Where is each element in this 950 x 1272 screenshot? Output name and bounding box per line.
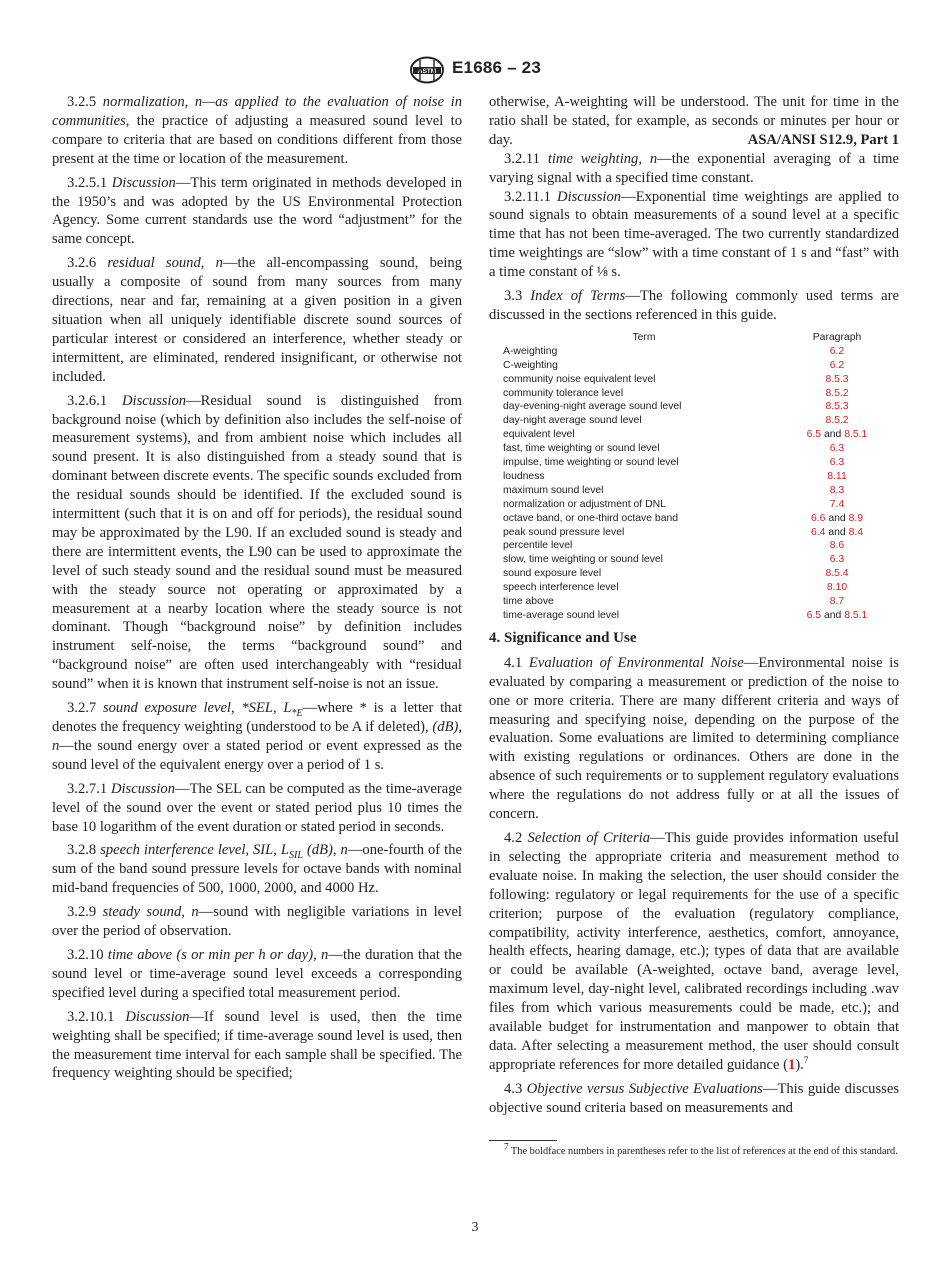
paragraph-3-2-6: 3.2.6 residual sound, n—the all-encompassing sound, being usually a composite of sound from many sources from many directions, near and far, remaining at a given position in a given situation when all uniquely identifiable discrete sound sources of particular interest or considered an interference, whether steady or intermittent, are eliminated, rendered insignificant, or otherwise not included.	[52, 255, 462, 385]
paragraph-3-2-10: 3.2.10 time above (s or min per h or day), n—the duration that the sound level or time-average sound level exceeds a corresponding specified level during a specified total measurement period.	[52, 946, 462, 1001]
paragraph-4-3: 4.3 Objective versus Subjective Evaluations—This guide discusses objective sound criteria based on measurements and	[489, 1080, 899, 1116]
paragraph-link[interactable]: 6.5	[806, 429, 822, 441]
paragraph-3-2-7-1: 3.2.7.1 Discussion—The SEL can be computed as the time-average level of the sound over the event or stated period plus 10 times the base 10 logarithm of the event duration or stated period in seconds.	[52, 780, 462, 835]
paragraph-link[interactable]: 6.2	[829, 359, 845, 371]
paragraph-link[interactable]: 8.5.4	[825, 568, 849, 580]
paragraph-link[interactable]: 8.5.3	[825, 401, 849, 413]
paragraph-cell	[785, 512, 889, 526]
paragraph-link[interactable]: 8.10	[826, 582, 848, 594]
paragraph-link[interactable]: 8.5.2	[825, 415, 849, 427]
paragraph-link[interactable]: 8.5.2	[825, 387, 849, 399]
paragraph-cell	[785, 428, 889, 442]
table-row	[503, 345, 889, 359]
paragraph-3-2-11-1: 3.2.11.1 Discussion—Exponential time weightings are applied to sound signals to obtain measurements of a sound level at a specific time that has not been time-averaged. The two currently standardized time weightings are “slow” with a time constant of 1 s and “fast” with a time constant of ⅛ s.	[489, 188, 899, 281]
table-row	[503, 539, 889, 553]
term-cell: day-evening-night average sound level	[503, 401, 682, 413]
paragraph-link[interactable]: 8.5.1	[844, 429, 868, 441]
paragraph-cell	[785, 400, 889, 414]
table-row	[503, 470, 889, 484]
paragraph-4-2: 4.2 Selection of Criteria—This guide provides information useful in selecting the appropriate criteria and measurement method to evaluate noise. In making the selection, the user should consider the following: regulatory or legal requirements for the use of a specific criterion; purpose of the evaluation (regulatory compliance, compatibility, activity interference, aesthetics, comfort, annoyance, health effects, hearing damage, etc.); types of data that are available or could be available (A-weighted, octave band, average level, maximum level, day-night level, calibrated recordings including .wav files from which various measurements could be made, etc.); and available budget for instrumentation and manpower to obtain that data. After selecting a measurement method, the user should consult appropriate references for more detailed guidance (1).$^7$	[489, 829, 899, 1073]
term-cell: peak sound pressure level	[503, 526, 625, 538]
term-cell: equivalent level	[503, 429, 575, 441]
paragraph-3-2-10-1: 3.2.10.1 Discussion—If sound level is used, then the time weighting shall be specified; if time-average sound level is used, then the measurement time interval for each sample shall be specified. The frequency weighting should be specified;	[52, 1008, 462, 1082]
and-text: and	[821, 610, 845, 621]
paragraph-link[interactable]: 6.3	[829, 554, 845, 566]
term-cell: impulse, time weighting or sound level	[503, 457, 679, 469]
table-row	[503, 428, 889, 442]
paragraph-3-2-11: 3.2.11 time weighting, n—the exponential averaging of a time varying signal with a specified time constant.	[489, 150, 900, 186]
document-id: E1686 – 23	[452, 58, 541, 77]
astm-logo-icon	[409, 56, 445, 84]
term-cell: maximum sound level	[503, 484, 604, 496]
table-row	[503, 387, 889, 401]
table-row	[503, 498, 889, 512]
table-row	[503, 456, 889, 470]
term-cell: community noise equivalent level	[503, 373, 656, 385]
paragraph-3-2-5: 3.2.5 normalization, n—as applied to the evaluation of noise in communities, the practice of adjusting a measured sound level to compare to criteria that are based on conditions different from those present at the time or location of the measurement.	[52, 94, 462, 167]
and-text: and	[821, 429, 845, 441]
term-cell: day-night average sound level	[503, 415, 642, 427]
svg-text:ASTM: ASTM	[417, 68, 437, 75]
paragraph-link[interactable]: 8.7	[829, 596, 845, 608]
table-row	[503, 414, 889, 428]
table-row	[503, 567, 889, 581]
term-cell: normalization or adjustment of DNL	[503, 498, 666, 510]
page-number: 3	[471, 1220, 479, 1235]
footnote-marker[interactable]: 7	[803, 1054, 809, 1065]
term-cell: speech interference level	[503, 582, 619, 594]
term-cell: community tolerance level	[503, 387, 624, 399]
footnote: $^7$ The boldface numbers in parentheses refer to the list of references at the end of this standard.	[504, 1141, 898, 1157]
term-cell: loudness	[503, 470, 545, 482]
index-of-terms-table	[503, 331, 889, 623]
paragraph-3-2-6-1: 3.2.6.1 Discussion—Residual sound is distinguished from background noise (which by definition also includes the self-noise of measurement systems), and from ambient noise which includes all sound present. It is also distinguished from a steady sound that is dominant between discrete events. The specific sounds excluded from the residual sounds should be identified. If the excluded sound is intermittent (such that it is on and off for periods), the residual sound may be approximated by the L90. If an excluded sound is steady and there are intermittent events, the L90 can be used to approximate the level of such steady sound and the residual sound must be measured with the steady source not operating or approximated by a measurement at a nearby location where the steady source is not dominant. Though “background noise” by definition includes instrument self-noise, the terms “background sound” and “background noise” are often used interchangeably with “residual sound” when it is known that instrument self-noise is not an issue.	[52, 392, 462, 693]
paragraph-cell	[785, 609, 889, 623]
term-cell: percentile level	[503, 540, 573, 552]
paragraph-link[interactable]: 6.4	[810, 526, 826, 538]
table-header-paragraph: Paragraph	[812, 331, 862, 343]
table-row	[503, 484, 889, 498]
term-cell: A-weighting	[503, 345, 558, 357]
table-row	[503, 595, 889, 609]
paragraph-cell	[785, 539, 889, 553]
term-cell: fast, time weighting or sound level	[503, 443, 660, 455]
paragraph-link[interactable]: 8.3	[829, 484, 845, 496]
paragraph-3-2-8: 3.2.8 speech interference level, SIL, $L_{SIL}$ (dB), n—one-fourth of the sum of the band sound pressure levels for octave bands with nominal mid-band frequencies of 500, 1000, 2000, and 4000 Hz.	[52, 842, 462, 897]
paragraph-link[interactable]: 8.5.1	[844, 610, 868, 621]
term-cell: octave band, or one-third octave band	[503, 512, 679, 524]
table-row	[503, 553, 889, 567]
paragraph-link[interactable]: 6.3	[829, 457, 845, 469]
paragraph-3-2-7: 3.2.7 sound exposure level, *SEL, $L_{*E}—where$ * is a letter that denotes the frequency weighting (understood to be A if deleted), (dB), n—the sound energy over a stated period or event expressed as the sound level of the equivalent energy over a period of 1 s.	[52, 700, 462, 773]
footnote-divider	[489, 1140, 557, 1141]
table-row	[503, 512, 889, 526]
and-text: and	[825, 512, 849, 524]
paragraph-cell	[785, 387, 889, 401]
term-cell: C-weighting	[503, 359, 558, 371]
paragraph-3-2-10-1-continued: otherwise, A-weighting will be understood. The unit for time in the ratio shall be stated, for example, as seconds or minutes per hour or day. ASA/ANSI S12.9, Part 1	[489, 94, 899, 148]
and-text: and	[825, 526, 849, 538]
paragraph-cell	[785, 553, 889, 567]
paragraph-cell	[785, 470, 889, 484]
right-column	[489, 93, 899, 1164]
paragraph-cell	[785, 498, 889, 512]
left-column	[52, 93, 462, 1083]
table-row	[503, 581, 889, 595]
paragraph-cell	[785, 359, 889, 373]
paragraph-cell	[785, 595, 889, 609]
paragraph-link[interactable]: 8.4	[848, 526, 864, 538]
table-row	[503, 442, 889, 456]
reference-link[interactable]: 1	[788, 1056, 796, 1073]
paragraph-cell	[785, 581, 889, 595]
paragraph-link[interactable]: 6.2	[829, 345, 845, 357]
term-cell: sound exposure level	[503, 568, 602, 580]
paragraph-cell	[785, 345, 889, 359]
table-row	[503, 373, 889, 387]
paragraph-3-3: 3.3 Index of Terms—The following commonly used terms are discussed in the sections referenced in this guide.	[489, 288, 899, 323]
term-cell: time-average sound level	[503, 610, 620, 621]
term-cell: time above	[503, 596, 554, 608]
paragraph-cell	[785, 484, 889, 498]
paragraph-cell	[785, 456, 889, 470]
paragraph-cell	[785, 373, 889, 387]
table-header-term: Term	[632, 331, 656, 343]
paragraph-link[interactable]: 6.5	[806, 610, 822, 621]
paragraph-cell	[785, 414, 889, 428]
table-row	[503, 359, 889, 373]
paragraph-cell	[785, 442, 889, 456]
page-header	[0, 56, 950, 86]
section-heading-significance: 4. Significance and Use	[489, 629, 637, 646]
paragraph-link[interactable]: 6.3	[829, 443, 845, 455]
paragraph-3-2-5-1: 3.2.5.1 Discussion—This term originated in methods developed in the 1950’s and was adopted by the US Environmental Protection Agency. Some current standards use the word “adjustment” for the same concept.	[52, 174, 462, 248]
paragraph-link[interactable]: 7.4	[829, 498, 845, 510]
term-cell: slow, time weighting or sound level	[503, 554, 663, 566]
paragraph-link[interactable]: 8.11	[827, 470, 847, 482]
paragraph-link[interactable]: 8.5.3	[825, 373, 849, 385]
paragraph-4-1: 4.1 Evaluation of Environmental Noise—Environmental noise is evaluated by comparing a measurement or prediction of the noise to one or more criteria. There are many different criteria and ways of measuring and specifying noise, depending on the purpose of the evaluation. Some evaluations are limited to determining compliance with existing regulations or ordinances. Others are done in the absence of such requirements or to supplement regulatory evaluations where the regulations do not address fully or at all the issues of concern.	[489, 654, 899, 823]
paragraph-cell	[785, 526, 889, 540]
paragraph-3-2-9: 3.2.9 steady sound, n—sound with negligible variations in level over the period of observation.	[52, 904, 462, 940]
paragraph-link[interactable]: 6.6	[810, 512, 826, 524]
paragraph-link[interactable]: 8.9	[848, 512, 864, 524]
paragraph-link[interactable]: 8.6	[829, 540, 845, 552]
paragraph-cell	[785, 567, 889, 581]
table-row	[503, 400, 889, 414]
standard-reference: ASA/ANSI S12.9, Part 1	[747, 131, 899, 148]
table-row	[503, 526, 889, 540]
table-row	[503, 609, 889, 623]
